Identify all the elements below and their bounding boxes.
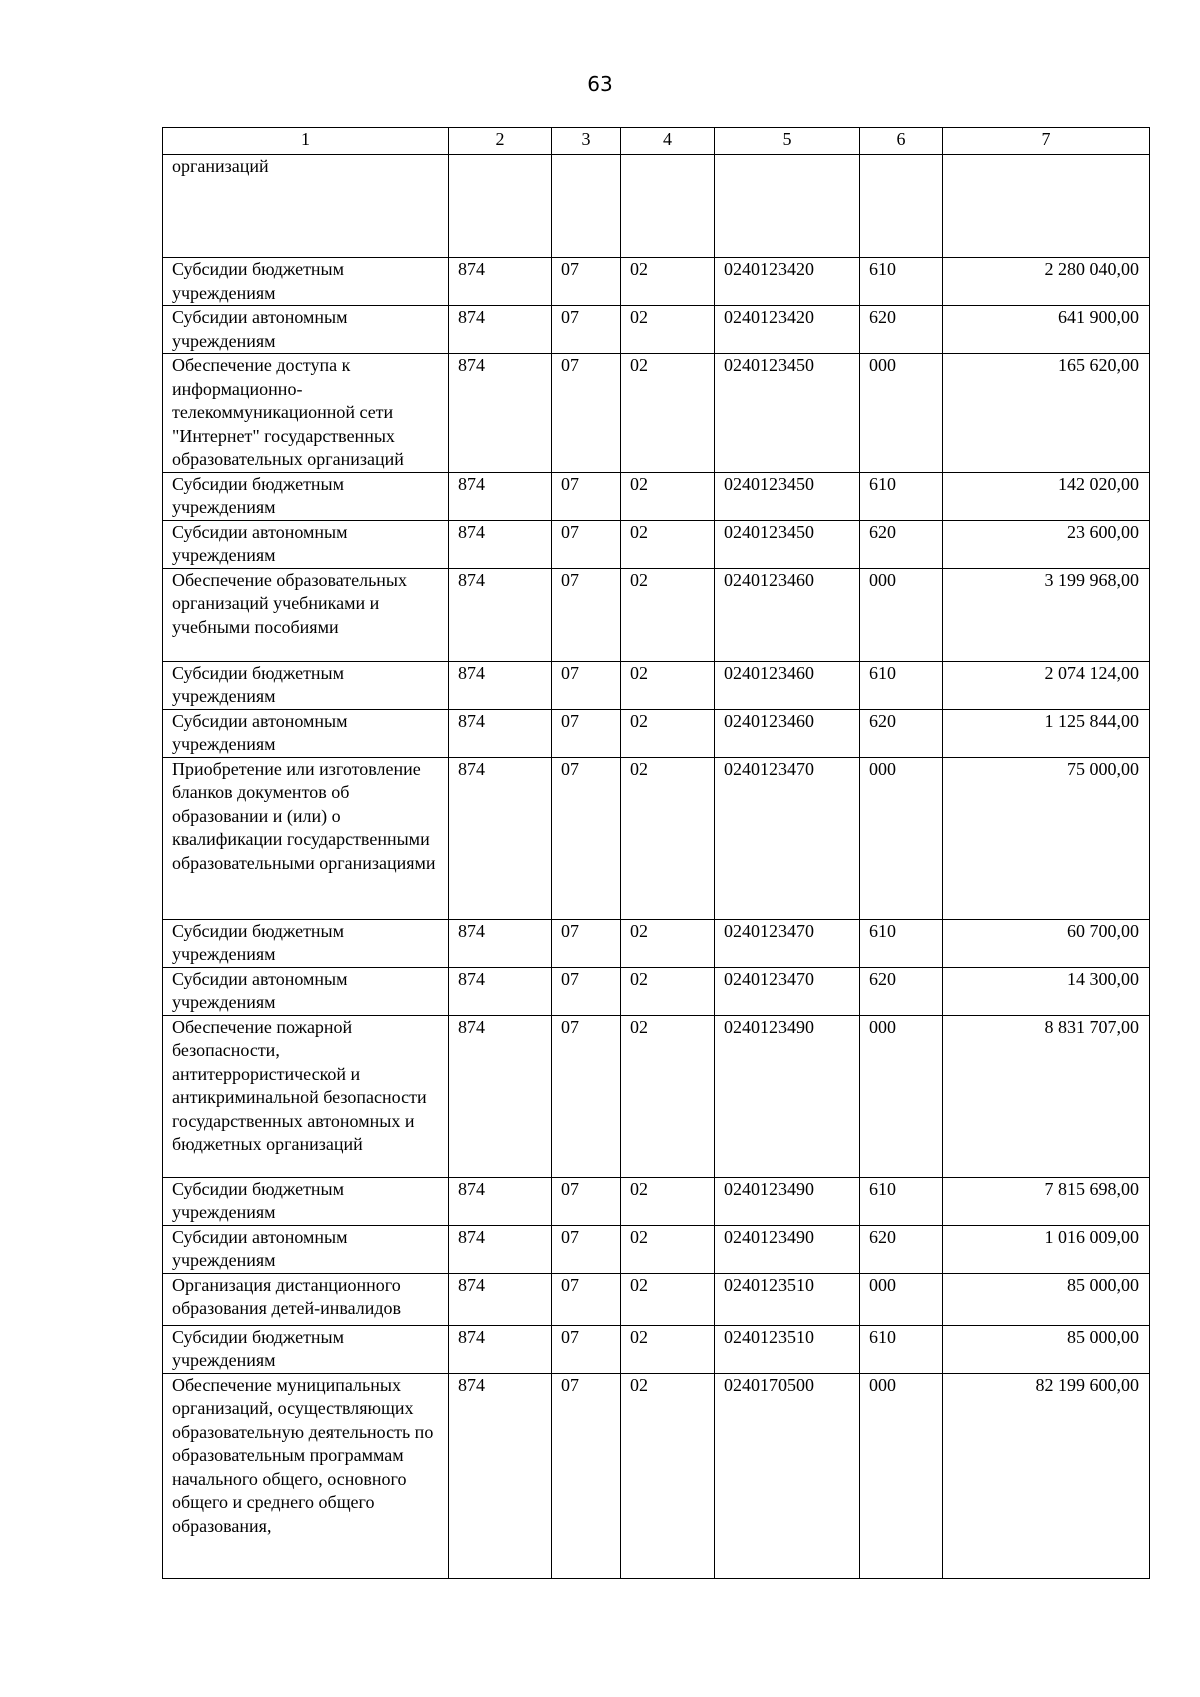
row-amount: 60 700,00 bbox=[943, 919, 1150, 967]
row-code-6: 610 bbox=[860, 661, 943, 709]
row-code-4: 02 bbox=[621, 661, 715, 709]
row-amount: 1 125 844,00 bbox=[943, 709, 1150, 757]
row-code-2: 874 bbox=[449, 967, 552, 1015]
row-name: Обеспечение доступа к информационно-телекоммуникационной сети "Интернет" государственных образовательных организаций bbox=[163, 354, 449, 473]
row-code-2: 874 bbox=[449, 520, 552, 568]
row-code-2: 874 bbox=[449, 306, 552, 354]
row-code-2: 874 bbox=[449, 757, 552, 919]
row-code-6: 610 bbox=[860, 472, 943, 520]
row-code-2: 874 bbox=[449, 1273, 552, 1325]
row-code-3: 07 bbox=[552, 306, 621, 354]
row-code-3: 07 bbox=[552, 967, 621, 1015]
row-code-2: 874 bbox=[449, 472, 552, 520]
column-header: 3 bbox=[552, 128, 621, 155]
row-code-3: 07 bbox=[552, 472, 621, 520]
row-code-5: 0240123470 bbox=[715, 967, 860, 1015]
row-code-6: 000 bbox=[860, 568, 943, 661]
row-code-6: 000 bbox=[860, 757, 943, 919]
row-code-4: 02 bbox=[621, 1015, 715, 1177]
row-name: Организация дистанционного образования детей-инвалидов bbox=[163, 1273, 449, 1325]
row-name: Субсидии автономным учреждениям bbox=[163, 306, 449, 354]
table-row bbox=[163, 967, 1150, 1015]
row-name: Субсидии автономным учреждениям bbox=[163, 520, 449, 568]
row-amount: 165 620,00 bbox=[943, 354, 1150, 473]
row-name: Субсидии бюджетным учреждениям bbox=[163, 661, 449, 709]
row-code-5: 0240123490 bbox=[715, 1177, 860, 1225]
row-amount: 85 000,00 bbox=[943, 1325, 1150, 1373]
row-code-5: 0240123450 bbox=[715, 520, 860, 568]
row-code-3: 07 bbox=[552, 919, 621, 967]
row-amount: 75 000,00 bbox=[943, 757, 1150, 919]
row-name: Приобретение или изготовление бланков документов об образовании и (или) о квалификации государственными образовательными организациями bbox=[163, 757, 449, 919]
row-code-2: 874 bbox=[449, 1177, 552, 1225]
row-code-3: 07 bbox=[552, 1273, 621, 1325]
row-name: Обеспечение пожарной безопасности, антитеррористической и антикриминальной безопасности государственных автономных и бюджетных организаций bbox=[163, 1015, 449, 1177]
row-code-6: 620 bbox=[860, 1225, 943, 1273]
row-amount: 142 020,00 bbox=[943, 472, 1150, 520]
table-row bbox=[163, 520, 1150, 568]
row-code-6: 610 bbox=[860, 1177, 943, 1225]
row-name: Обеспечение муниципальных организаций, осуществляющих образовательную деятельность по образовательным программам начального общего, основного общего и среднего общего образования, bbox=[163, 1373, 449, 1578]
row-code-4: 02 bbox=[621, 568, 715, 661]
row-code-4: 02 bbox=[621, 1225, 715, 1273]
table-row bbox=[163, 1273, 1150, 1325]
row-code-4: 02 bbox=[621, 1325, 715, 1373]
row-code-6: 620 bbox=[860, 967, 943, 1015]
row-code-4: 02 bbox=[621, 709, 715, 757]
row-name: Субсидии бюджетным учреждениям bbox=[163, 919, 449, 967]
row-amount: 3 199 968,00 bbox=[943, 568, 1150, 661]
table-row bbox=[163, 757, 1150, 919]
row-code-5: 0240123510 bbox=[715, 1325, 860, 1373]
row-code-4: 02 bbox=[621, 919, 715, 967]
table-row bbox=[163, 919, 1150, 967]
row-code-6 bbox=[860, 155, 943, 258]
row-name: Субсидии автономным учреждениям bbox=[163, 1225, 449, 1273]
row-code-4: 02 bbox=[621, 472, 715, 520]
table-row bbox=[163, 258, 1150, 306]
row-code-3: 07 bbox=[552, 1225, 621, 1273]
table-row bbox=[163, 709, 1150, 757]
row-code-3: 07 bbox=[552, 1373, 621, 1578]
row-code-6: 000 bbox=[860, 1373, 943, 1578]
row-amount: 7 815 698,00 bbox=[943, 1177, 1150, 1225]
row-code-5: 0240123470 bbox=[715, 919, 860, 967]
row-code-6: 000 bbox=[860, 354, 943, 473]
row-code-5: 0240123490 bbox=[715, 1015, 860, 1177]
row-amount: 2 074 124,00 bbox=[943, 661, 1150, 709]
row-code-6: 620 bbox=[860, 709, 943, 757]
row-code-4: 02 bbox=[621, 1273, 715, 1325]
table-row bbox=[163, 1225, 1150, 1273]
row-code-2: 874 bbox=[449, 1015, 552, 1177]
row-code-2: 874 bbox=[449, 1373, 552, 1578]
row-code-2: 874 bbox=[449, 1325, 552, 1373]
column-header: 5 bbox=[715, 128, 860, 155]
row-amount: 85 000,00 bbox=[943, 1273, 1150, 1325]
row-code-2: 874 bbox=[449, 919, 552, 967]
row-code-4: 02 bbox=[621, 258, 715, 306]
row-amount: 1 016 009,00 bbox=[943, 1225, 1150, 1273]
row-name: Субсидии бюджетным учреждениям bbox=[163, 1177, 449, 1225]
row-code-6: 610 bbox=[860, 258, 943, 306]
row-name: организаций bbox=[163, 155, 449, 258]
row-code-5: 0240170500 bbox=[715, 1373, 860, 1578]
row-code-2: 874 bbox=[449, 258, 552, 306]
column-header: 1 bbox=[163, 128, 449, 155]
row-code-5: 0240123420 bbox=[715, 306, 860, 354]
row-amount: 8 831 707,00 bbox=[943, 1015, 1150, 1177]
row-code-3: 07 bbox=[552, 661, 621, 709]
row-code-3: 07 bbox=[552, 258, 621, 306]
row-code-2: 874 bbox=[449, 354, 552, 473]
row-code-3: 07 bbox=[552, 757, 621, 919]
row-code-5: 0240123420 bbox=[715, 258, 860, 306]
row-code-4: 02 bbox=[621, 967, 715, 1015]
column-header: 7 bbox=[943, 128, 1150, 155]
row-amount: 14 300,00 bbox=[943, 967, 1150, 1015]
row-code-4: 02 bbox=[621, 1177, 715, 1225]
table-row bbox=[163, 306, 1150, 354]
row-code-2: 874 bbox=[449, 661, 552, 709]
row-name: Субсидии бюджетным учреждениям bbox=[163, 1325, 449, 1373]
row-code-2: 874 bbox=[449, 1225, 552, 1273]
row-code-4: 02 bbox=[621, 354, 715, 473]
row-code-3: 07 bbox=[552, 709, 621, 757]
row-name: Обеспечение образовательных организаций учебниками и учебными пособиями bbox=[163, 568, 449, 661]
row-code-3: 07 bbox=[552, 1015, 621, 1177]
row-code-4: 02 bbox=[621, 306, 715, 354]
row-code-6: 000 bbox=[860, 1015, 943, 1177]
row-code-6: 620 bbox=[860, 520, 943, 568]
row-code-2: 874 bbox=[449, 709, 552, 757]
row-code-2 bbox=[449, 155, 552, 258]
table-header-row bbox=[163, 128, 1150, 155]
row-code-5: 0240123510 bbox=[715, 1273, 860, 1325]
table-row bbox=[163, 472, 1150, 520]
column-header: 4 bbox=[621, 128, 715, 155]
row-code-3: 07 bbox=[552, 1177, 621, 1225]
row-code-3: 07 bbox=[552, 354, 621, 473]
row-code-5: 0240123490 bbox=[715, 1225, 860, 1273]
table-row bbox=[163, 568, 1150, 661]
table-row bbox=[163, 1177, 1150, 1225]
row-code-6: 610 bbox=[860, 919, 943, 967]
table-row bbox=[163, 155, 1150, 258]
row-amount: 2 280 040,00 bbox=[943, 258, 1150, 306]
row-code-4: 02 bbox=[621, 1373, 715, 1578]
row-code-6: 620 bbox=[860, 306, 943, 354]
row-code-6: 610 bbox=[860, 1325, 943, 1373]
row-code-3: 07 bbox=[552, 1325, 621, 1373]
table-row bbox=[163, 1015, 1150, 1177]
row-name: Субсидии бюджетным учреждениям bbox=[163, 472, 449, 520]
row-code-5: 0240123460 bbox=[715, 661, 860, 709]
row-code-5: 0240123450 bbox=[715, 354, 860, 473]
row-code-3: 07 bbox=[552, 568, 621, 661]
table-row bbox=[163, 661, 1150, 709]
row-code-2: 874 bbox=[449, 568, 552, 661]
table-row bbox=[163, 354, 1150, 473]
row-code-5 bbox=[715, 155, 860, 258]
row-code-5: 0240123460 bbox=[715, 568, 860, 661]
table-row bbox=[163, 1373, 1150, 1578]
row-amount bbox=[943, 155, 1150, 258]
row-amount: 641 900,00 bbox=[943, 306, 1150, 354]
row-name: Субсидии бюджетным учреждениям bbox=[163, 258, 449, 306]
row-code-5: 0240123450 bbox=[715, 472, 860, 520]
page-number: 63 bbox=[587, 72, 613, 96]
row-code-4: 02 bbox=[621, 520, 715, 568]
row-code-6: 000 bbox=[860, 1273, 943, 1325]
row-code-3: 07 bbox=[552, 520, 621, 568]
budget-table bbox=[162, 127, 1150, 1579]
column-header: 6 bbox=[860, 128, 943, 155]
row-name: Субсидии автономным учреждениям bbox=[163, 967, 449, 1015]
row-amount: 82 199 600,00 bbox=[943, 1373, 1150, 1578]
row-code-5: 0240123460 bbox=[715, 709, 860, 757]
row-code-3 bbox=[552, 155, 621, 258]
row-name: Субсидии автономным учреждениям bbox=[163, 709, 449, 757]
row-amount: 23 600,00 bbox=[943, 520, 1150, 568]
column-header: 2 bbox=[449, 128, 552, 155]
row-code-4 bbox=[621, 155, 715, 258]
row-code-5: 0240123470 bbox=[715, 757, 860, 919]
row-code-4: 02 bbox=[621, 757, 715, 919]
table-row bbox=[163, 1325, 1150, 1373]
